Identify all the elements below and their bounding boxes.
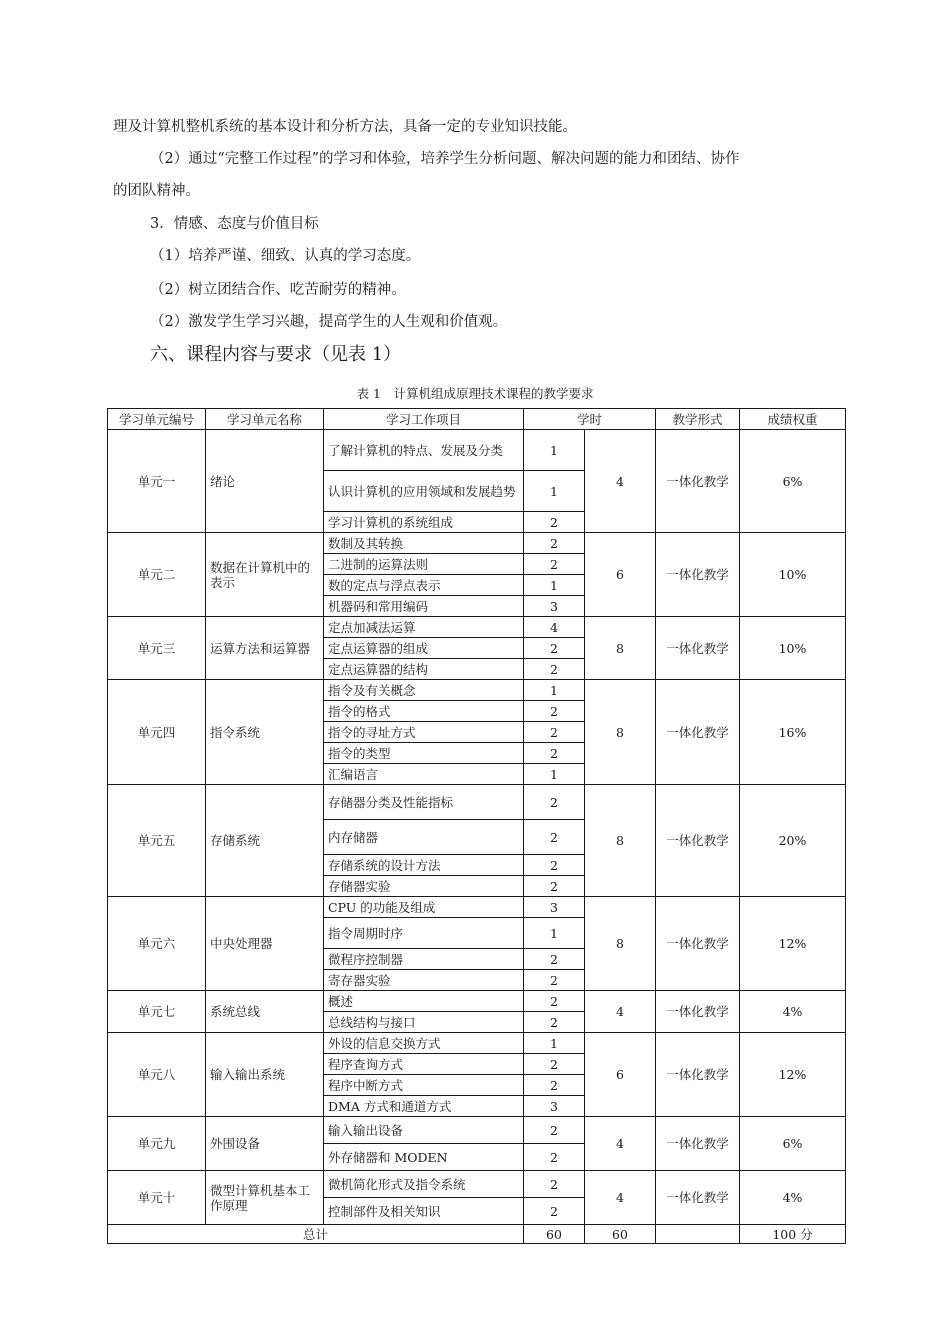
cell-work-item: 内存储器 — [324, 820, 524, 855]
cell-unit-hours: 8 — [585, 680, 656, 785]
cell-grade-weight: 4% — [740, 1171, 846, 1225]
cell-unit-name: 微型计算机基本工作原理 — [206, 1171, 324, 1225]
cell-item-hours: 2 — [524, 970, 585, 991]
cell-unit-hours: 8 — [585, 785, 656, 897]
table-row — [108, 1117, 846, 1144]
cell-teaching-form: 一体化教学 — [656, 680, 740, 785]
cell-item-hours: 2 — [524, 701, 585, 722]
header-grade-weight: 成绩权重 — [740, 409, 846, 430]
cell-teaching-form: 一体化教学 — [656, 617, 740, 680]
cell-item-hours: 2 — [524, 855, 585, 876]
cell-unit-name: 输入输出系统 — [206, 1033, 324, 1117]
cell-grade-weight: 10% — [740, 617, 846, 680]
cell-item-hours: 2 — [524, 1075, 585, 1096]
cell-grade-weight: 6% — [740, 1117, 846, 1171]
cell-item-hours: 1 — [524, 471, 585, 512]
cell-teaching-form: 一体化教学 — [656, 785, 740, 897]
cell-work-item: 外存储器和 MODEN — [324, 1144, 524, 1171]
cell-work-item: 外设的信息交换方式 — [324, 1033, 524, 1054]
cell-item-hours: 2 — [524, 659, 585, 680]
table-header-row — [108, 409, 846, 430]
cell-item-hours: 2 — [524, 638, 585, 659]
cell-work-item: 定点运算器的结构 — [324, 659, 524, 680]
cell-item-hours: 2 — [524, 949, 585, 970]
cell-grade-weight: 6% — [740, 430, 846, 533]
cell-teaching-form: 一体化教学 — [656, 1033, 740, 1117]
cell-item-hours: 1 — [524, 918, 585, 949]
cell-work-item: 指令的格式 — [324, 701, 524, 722]
cell-teaching-form: 一体化教学 — [656, 1171, 740, 1225]
cell-item-hours: 1 — [524, 575, 585, 596]
cell-unit-id: 单元一 — [108, 430, 206, 533]
cell-item-hours: 2 — [524, 1117, 585, 1144]
header-work-item: 学习工作项目 — [324, 409, 524, 430]
cell-work-item: 二进制的运算法则 — [324, 554, 524, 575]
cell-unit-hours: 6 — [585, 1033, 656, 1117]
cell-work-item: 机器码和常用编码 — [324, 596, 524, 617]
cell-item-hours: 2 — [524, 1144, 585, 1171]
cell-unit-hours: 4 — [585, 1171, 656, 1225]
cell-unit-name: 存储系统 — [206, 785, 324, 897]
cell-grade-weight: 12% — [740, 1033, 846, 1117]
cell-unit-hours: 8 — [585, 617, 656, 680]
cell-item-hours: 2 — [524, 1198, 585, 1225]
cell-total-weight: 100 分 — [740, 1225, 846, 1244]
table-total-row — [108, 1225, 846, 1244]
cell-unit-id: 单元七 — [108, 991, 206, 1033]
table-row — [108, 533, 846, 554]
cell-work-item: 指令的类型 — [324, 743, 524, 764]
paragraph-team-spirit-cont: 的团队精神。 — [113, 183, 200, 199]
cell-item-hours: 2 — [524, 554, 585, 575]
table-row — [108, 430, 846, 471]
cell-work-item: 输入输出设备 — [324, 1117, 524, 1144]
cell-grade-weight: 12% — [740, 897, 846, 991]
cell-work-item: 定点加减法运算 — [324, 617, 524, 638]
paragraph-team-spirit: （2）通过“完整工作过程”的学习和体验，培养学生分析问题、解决问题的能力和团结、协作 — [150, 151, 740, 167]
cell-grade-weight: 16% — [740, 680, 846, 785]
cell-total-form — [656, 1225, 740, 1244]
cell-unit-id: 单元二 — [108, 533, 206, 617]
cell-work-item: 存储系统的设计方法 — [324, 855, 524, 876]
cell-work-item: 存储器分类及性能指标 — [324, 785, 524, 820]
cell-unit-name: 中央处理器 — [206, 897, 324, 991]
cell-unit-hours: 4 — [585, 430, 656, 533]
cell-item-hours: 2 — [524, 785, 585, 820]
cell-unit-id: 单元五 — [108, 785, 206, 897]
header-hours: 学时 — [524, 409, 656, 430]
header-unit-name: 学习单元名称 — [206, 409, 324, 430]
header-unit-id: 学习单元编号 — [108, 409, 206, 430]
cell-work-item: 汇编语言 — [324, 764, 524, 785]
goal-item-3: （2）激发学生学习兴趣，提高学生的人生观和价值观。 — [150, 314, 508, 330]
table-row — [108, 785, 846, 820]
cell-item-hours: 2 — [524, 1054, 585, 1075]
cell-unit-hours: 6 — [585, 533, 656, 617]
cell-work-item: CPU 的功能及组成 — [324, 897, 524, 918]
cell-unit-name: 运算方法和运算器 — [206, 617, 324, 680]
cell-unit-hours: 4 — [585, 1117, 656, 1171]
cell-grade-weight: 20% — [740, 785, 846, 897]
cell-work-item: 数的定点与浮点表示 — [324, 575, 524, 596]
paragraph-continuation: 理及计算机整机系统的基本设计和分析方法，具备一定的专业知识技能。 — [113, 119, 577, 135]
section-heading: 六、课程内容与要求（见表 1） — [150, 344, 402, 365]
table-row — [108, 1033, 846, 1054]
cell-total-label: 总计 — [108, 1225, 524, 1244]
subheading-affective-goals: 3．情感、态度与价值目标 — [150, 216, 319, 232]
cell-work-item: 存储器实验 — [324, 876, 524, 897]
cell-item-hours: 2 — [524, 512, 585, 533]
cell-work-item: 控制部件及相关知识 — [324, 1198, 524, 1225]
goal-item-1: （1）培养严谨、细致、认真的学习态度。 — [150, 248, 421, 264]
cell-work-item: 数制及其转换 — [324, 533, 524, 554]
cell-work-item: 学习计算机的系统组成 — [324, 512, 524, 533]
cell-grade-weight: 10% — [740, 533, 846, 617]
cell-teaching-form: 一体化教学 — [656, 533, 740, 617]
cell-work-item: 总线结构与接口 — [324, 1012, 524, 1033]
cell-work-item: 指令及有关概念 — [324, 680, 524, 701]
goal-item-2: （2）树立团结合作、吃苦耐劳的精神。 — [150, 282, 406, 298]
cell-grade-weight: 4% — [740, 991, 846, 1033]
cell-item-hours: 2 — [524, 1012, 585, 1033]
cell-unit-hours: 8 — [585, 897, 656, 991]
cell-total-item-hours: 60 — [524, 1225, 585, 1244]
cell-work-item: DMA 方式和通道方式 — [324, 1096, 524, 1117]
cell-work-item: 认识计算机的应用领域和发展趋势 — [324, 471, 524, 512]
cell-teaching-form: 一体化教学 — [656, 897, 740, 991]
cell-unit-id: 单元六 — [108, 897, 206, 991]
cell-work-item: 概述 — [324, 991, 524, 1012]
cell-item-hours: 1 — [524, 430, 585, 471]
table-row — [108, 617, 846, 638]
cell-teaching-form: 一体化教学 — [656, 430, 740, 533]
table-row — [108, 680, 846, 701]
cell-unit-name: 数据在计算机中的表示 — [206, 533, 324, 617]
cell-unit-id: 单元三 — [108, 617, 206, 680]
cell-item-hours: 2 — [524, 1171, 585, 1198]
cell-item-hours: 2 — [524, 991, 585, 1012]
cell-item-hours: 2 — [524, 722, 585, 743]
cell-teaching-form: 一体化教学 — [656, 1117, 740, 1171]
cell-unit-id: 单元四 — [108, 680, 206, 785]
cell-item-hours: 3 — [524, 897, 585, 918]
cell-item-hours: 1 — [524, 764, 585, 785]
cell-unit-name: 绪论 — [206, 430, 324, 533]
cell-total-hours: 60 — [585, 1225, 656, 1244]
table-row — [108, 991, 846, 1012]
cell-unit-id: 单元九 — [108, 1117, 206, 1171]
header-teaching-form: 教学形式 — [656, 409, 740, 430]
cell-item-hours: 1 — [524, 680, 585, 701]
cell-item-hours: 1 — [524, 1033, 585, 1054]
cell-item-hours: 3 — [524, 1096, 585, 1117]
cell-item-hours: 3 — [524, 596, 585, 617]
cell-item-hours: 2 — [524, 533, 585, 554]
table-row — [108, 1171, 846, 1198]
table-caption: 表 1 计算机组成原理技术课程的教学要求 — [356, 386, 594, 401]
cell-work-item: 微机简化形式及指令系统 — [324, 1171, 524, 1198]
cell-unit-name: 系统总线 — [206, 991, 324, 1033]
cell-work-item: 寄存器实验 — [324, 970, 524, 991]
cell-teaching-form: 一体化教学 — [656, 991, 740, 1033]
cell-item-hours: 2 — [524, 743, 585, 764]
course-requirements-table — [107, 408, 846, 1244]
cell-work-item: 了解计算机的特点、发展及分类 — [324, 430, 524, 471]
cell-item-hours: 4 — [524, 617, 585, 638]
cell-unit-name: 外围设备 — [206, 1117, 324, 1171]
cell-unit-id: 单元十 — [108, 1171, 206, 1225]
cell-work-item: 指令的寻址方式 — [324, 722, 524, 743]
cell-work-item: 微程序控制器 — [324, 949, 524, 970]
table-row — [108, 897, 846, 918]
cell-work-item: 程序中断方式 — [324, 1075, 524, 1096]
cell-unit-hours: 4 — [585, 991, 656, 1033]
cell-item-hours: 2 — [524, 876, 585, 897]
cell-work-item: 程序查询方式 — [324, 1054, 524, 1075]
cell-work-item: 定点运算器的组成 — [324, 638, 524, 659]
cell-unit-id: 单元八 — [108, 1033, 206, 1117]
cell-item-hours: 2 — [524, 820, 585, 855]
cell-work-item: 指令周期时序 — [324, 918, 524, 949]
cell-unit-name: 指令系统 — [206, 680, 324, 785]
